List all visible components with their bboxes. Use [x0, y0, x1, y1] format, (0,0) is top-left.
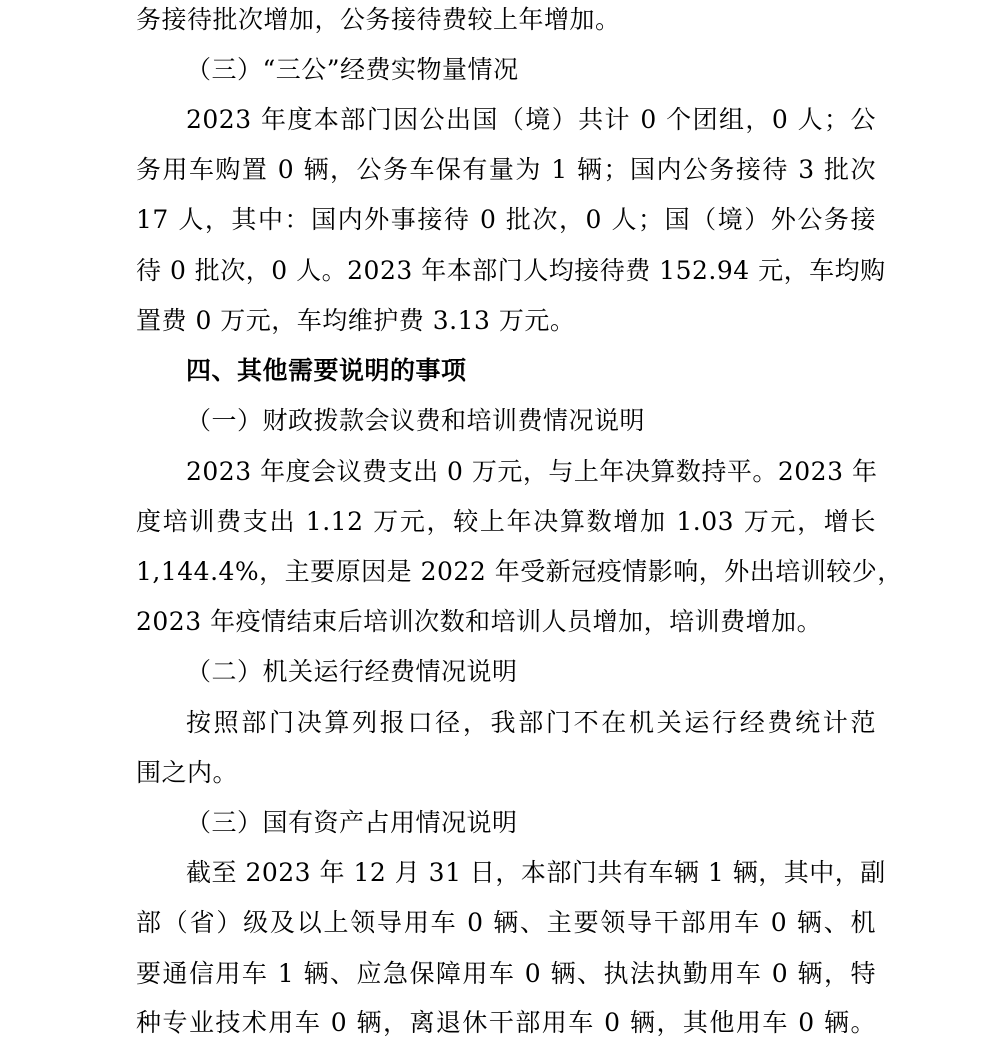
- section-subheading: （一）财政拨款会议费和培训费情况说明: [186, 406, 646, 435]
- paragraph-line: 待 0 批次，0 人。2023 年本部门人均接待费 152.94 元，车均购: [136, 256, 886, 285]
- paragraph-line: 17 人，其中：国内外事接待 0 批次，0 人；国（境）外公务接: [136, 205, 876, 234]
- paragraph-line: 围之内。: [136, 758, 239, 787]
- section-subheading: （三）“三公”经费实物量情况: [186, 55, 519, 84]
- paragraph-line: 按照部门决算列报口径，我部门不在机关运行经费统计范: [186, 708, 876, 737]
- paragraph-line: 截至 2023 年 12 月 31 日，本部门共有车辆 1 辆，其中，副: [186, 858, 886, 887]
- paragraph-line: 1,144.4%，主要原因是 2022 年受新冠疫情影响，外出培训较少，: [136, 557, 903, 586]
- paragraph-line: 要通信用车 1 辆、应急保障用车 0 辆、执法执勤用车 0 辆，特: [136, 959, 876, 988]
- paragraph-line: 2023 年疫情结束后培训次数和培训人员增加，培训费增加。: [136, 607, 823, 636]
- paragraph-line: 部（省）级及以上领导用车 0 辆、主要领导干部用车 0 辆、机: [136, 908, 876, 937]
- paragraph-line: 度培训费支出 1.12 万元，较上年决算数增加 1.03 万元，增长: [136, 507, 876, 536]
- paragraph-line: 2023 年度会议费支出 0 万元，与上年决算数持平。2023 年: [186, 457, 878, 486]
- section-heading: 四、其他需要说明的事项: [186, 356, 467, 385]
- paragraph-line: 种专业技术用车 0 辆，离退休干部用车 0 辆，其他用车 0 辆。: [136, 1008, 876, 1037]
- section-subheading: （二）机关运行经费情况说明: [186, 657, 518, 686]
- paragraph-line: 务用车购置 0 辆，公务车保有量为 1 辆；国内公务接待 3 批次: [136, 155, 876, 184]
- section-subheading: （三）国有资产占用情况说明: [186, 808, 518, 837]
- paragraph-line: 置费 0 万元，车均维护费 3.13 万元。: [136, 306, 576, 335]
- paragraph-line: 2023 年度本部门因公出国（境）共计 0 个团组，0 人；公: [186, 105, 876, 134]
- paragraph-line: 务接待批次增加，公务接待费较上年增加。: [136, 5, 621, 34]
